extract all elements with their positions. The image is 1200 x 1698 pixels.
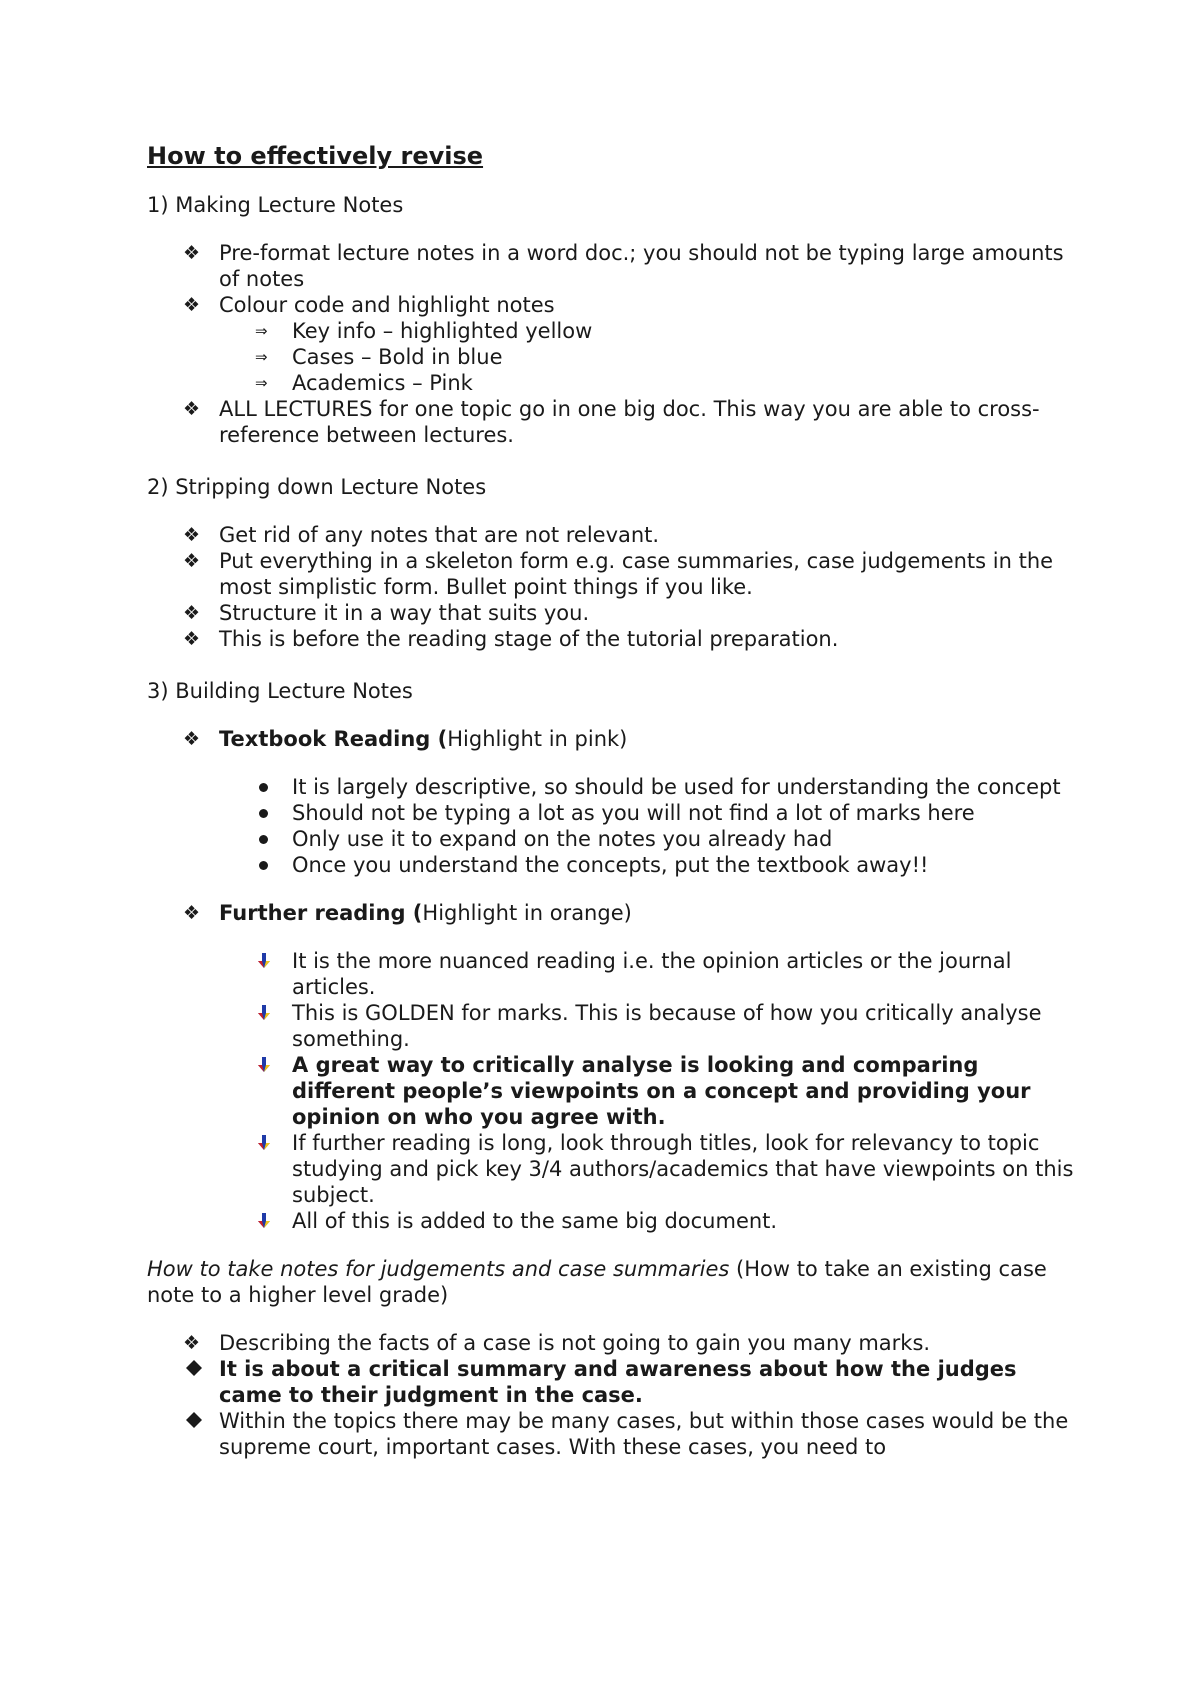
down-arrow-bullet-icon bbox=[255, 1134, 273, 1152]
document-title: How to effectively revise bbox=[147, 142, 484, 170]
section-heading-stripping-down: 2) Stripping down Lecture Notes bbox=[147, 475, 487, 499]
down-arrow-bullet-icon bbox=[255, 952, 273, 970]
textbook-bullets bbox=[147, 774, 1077, 878]
list-item: A great way to critically analyse is looking and comparing different people’s viewpoints on a concept and providing your opinion on who you agree with. bbox=[147, 1052, 1077, 1130]
four-diamond-bullet-icon: ❖ bbox=[183, 902, 201, 924]
list-item: ❖ This is before the reading stage of the tutorial preparation. bbox=[183, 627, 839, 651]
four-diamond-bullet-icon: ❖ bbox=[183, 398, 201, 420]
double-arrow-bullet-icon: ⇒ bbox=[255, 374, 268, 392]
round-bullet-icon bbox=[259, 783, 268, 792]
four-diamond-bullet-icon: ❖ bbox=[183, 550, 201, 572]
list-item: ❖ Get rid of any notes that are not relevant. bbox=[183, 523, 660, 547]
section-heading-making-lecture-notes: 1) Making Lecture Notes bbox=[147, 193, 404, 217]
double-arrow-bullet-icon: ⇒ bbox=[255, 348, 268, 366]
list-item: ❖ ALL LECTURES for one topic go in one big doc. This way you are able to cross-reference between lectures. bbox=[183, 397, 1040, 447]
list-item: ❖ Describing the facts of a case is not going to gain you many marks. bbox=[183, 1331, 931, 1355]
document-page bbox=[147, 140, 1077, 1460]
list-item: It is largely descriptive, so should be used for understanding the concept bbox=[147, 774, 1077, 800]
down-arrow-bullet-icon bbox=[255, 1212, 273, 1230]
list-item: It is about a critical summary and awareness about how the judges came to their judgment in the case. bbox=[147, 1356, 1077, 1408]
list-item: Within the topics there may be many cases, but within those cases would be the supreme court, important cases. With these cases, you need to bbox=[147, 1408, 1077, 1460]
section-heading-building: 3) Building Lecture Notes bbox=[147, 679, 413, 703]
further-reading-list bbox=[147, 900, 1077, 926]
list-item: ❖ Pre-format lecture notes in a word doc.; you should not be typing large amounts of notes bbox=[183, 241, 1064, 291]
list-item: All of this is added to the same big document. bbox=[147, 1208, 1077, 1234]
list-item: ❖ Structure it in a way that suits you. bbox=[183, 601, 590, 625]
sub-list-item: ⇒ Key info – highlighted yellow bbox=[255, 319, 593, 343]
sub-list-item: ⇒ Cases – Bold in blue bbox=[255, 345, 503, 369]
sub-list-item: ⇒ Academics – Pink bbox=[255, 371, 473, 395]
list-item: If further reading is long, look through titles, look for relevancy to topic studying and pick key 3/4 authors/academics that have viewpoints on this subject. bbox=[147, 1130, 1077, 1208]
four-diamond-bullet-icon: ❖ bbox=[183, 602, 201, 624]
case-notes-list bbox=[147, 1330, 1077, 1460]
list-item-further-reading: ❖ Further reading (Highlight in orange) bbox=[183, 901, 632, 925]
four-diamond-bullet-icon: ❖ bbox=[183, 524, 201, 546]
list-item: Should not be typing a lot as you will not find a lot of marks here bbox=[147, 800, 1077, 826]
list-item: ❖ Colour code and highlight notes bbox=[183, 293, 555, 317]
list-item: ❖ Put everything in a skeleton form e.g. case summaries, case judgements in the most simplistic form. Bullet point things if you like. bbox=[183, 549, 1054, 599]
double-arrow-bullet-icon: ⇒ bbox=[255, 322, 268, 340]
down-arrow-bullet-icon bbox=[255, 1004, 273, 1022]
list-item-textbook-reading: ❖ Textbook Reading (Highlight in pink) bbox=[183, 727, 628, 751]
round-bullet-icon bbox=[259, 861, 268, 870]
solid-diamond-bullet-icon bbox=[185, 1411, 203, 1429]
list-item: Once you understand the concepts, put the textbook away!! bbox=[147, 852, 1077, 878]
list-item: Only use it to expand on the notes you already had bbox=[147, 826, 1077, 852]
section-1-list bbox=[147, 240, 1077, 448]
section-2-list bbox=[147, 522, 1077, 652]
down-arrow-bullet-icon bbox=[255, 1056, 273, 1074]
round-bullet-icon bbox=[259, 835, 268, 844]
four-diamond-bullet-icon: ❖ bbox=[183, 294, 201, 316]
case-notes-heading: How to take notes for judgements and case summaries (How to take an existing case note to a higher level grade) bbox=[147, 1257, 1047, 1307]
four-diamond-bullet-icon: ❖ bbox=[183, 242, 201, 264]
round-bullet-icon bbox=[259, 809, 268, 818]
list-item: This is GOLDEN for marks. This is because of how you critically analyse something. bbox=[147, 1000, 1077, 1052]
further-bullets bbox=[147, 948, 1077, 1234]
section-3-list bbox=[147, 726, 1077, 752]
four-diamond-bullet-icon: ❖ bbox=[183, 728, 201, 750]
four-diamond-bullet-icon: ❖ bbox=[183, 628, 201, 650]
solid-diamond-bullet-icon bbox=[185, 1359, 203, 1377]
list-item: It is the more nuanced reading i.e. the opinion articles or the journal articles. bbox=[147, 948, 1077, 1000]
four-diamond-bullet-icon: ❖ bbox=[183, 1332, 201, 1354]
